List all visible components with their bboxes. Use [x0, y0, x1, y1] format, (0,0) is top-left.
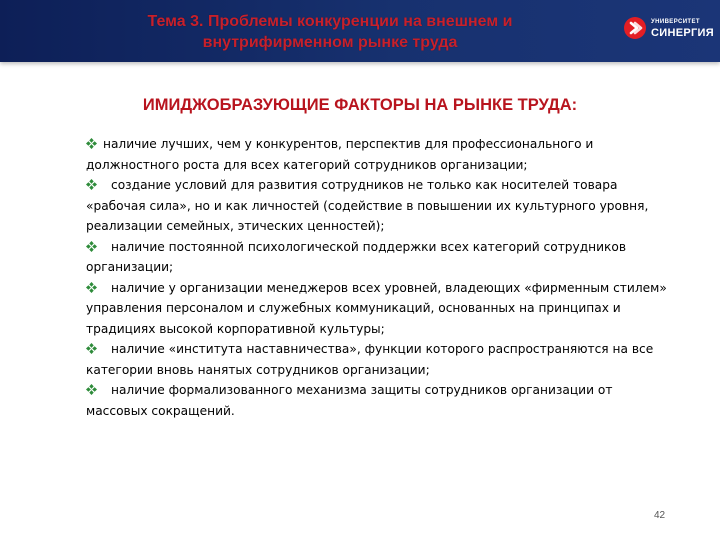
- diamond-bullet-icon: [86, 279, 97, 290]
- diamond-bullet-icon: [86, 176, 97, 187]
- list-item: [86, 278, 676, 340]
- list-item-text: наличие формализованного механизма защиты сотрудников организации от массовых сокращений.: [86, 383, 613, 418]
- logo-university-label: УНИВЕРСИТЕТ: [651, 19, 700, 25]
- list-item-text: наличие постоянной психологической поддержки всех категорий сотрудников организации;: [86, 239, 627, 274]
- logo-name-label: СИНЕРГИЯ: [651, 27, 714, 39]
- diamond-bullet-icon: [86, 381, 97, 392]
- list-item: [86, 339, 676, 380]
- list-item-text: наличие лучших, чем у конкурентов, перспектив для профессионального и должностного роста для всех категорий сотрудников организации;: [86, 137, 594, 172]
- topic-title-line2: внутрифирменном рынке труда: [202, 34, 458, 51]
- diamond-bullet-icon: [86, 238, 97, 249]
- list-item: [86, 237, 676, 278]
- university-logo: [623, 14, 719, 44]
- synergy-logo-icon: [623, 16, 647, 40]
- list-item: [86, 380, 676, 421]
- page-number: 42: [654, 510, 666, 521]
- topic-title: [100, 11, 560, 53]
- list-item-text: создание условий для развития сотрудников не только как носителей товара «рабочая сила», но и как личностей (содействие в повышении их культурного уровня, реализации семейных, этических ценностей);: [86, 178, 649, 233]
- list-item-text: наличие «института наставничества», функции которого распространяются на все категории вновь нанятых сотрудников организации;: [86, 342, 654, 377]
- diamond-bullet-icon: [86, 135, 97, 146]
- header-bar: [0, 0, 720, 62]
- slide-heading: ИМИДЖОБРАЗУЮЩИЕ ФАКТОРЫ НА РЫНКЕ ТРУДА:: [142, 96, 578, 114]
- list-item: [86, 175, 676, 237]
- list-item: [86, 134, 676, 175]
- topic-title-line1: Тема 3. Проблемы конкуренции на внешнем и: [147, 13, 513, 30]
- factor-list: [86, 134, 676, 421]
- list-item-text: наличие у организации менеджеров всех уровней, владеющих «фирменным стилем» управления персоналом и служебных коммуникаций, основанных на принципах и традициях высокой корпоративной культуры;: [86, 280, 667, 336]
- diamond-bullet-icon: [86, 340, 97, 351]
